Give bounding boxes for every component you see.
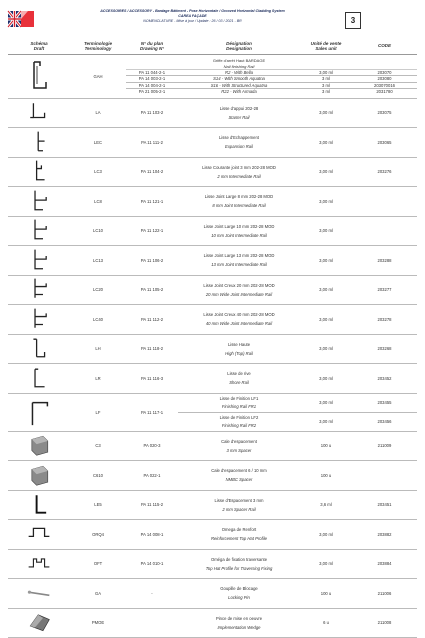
- term-cell: PMOE: [70, 608, 126, 638]
- plan-cell: -: [126, 579, 178, 609]
- wide-joint-rail-icon: [25, 277, 53, 303]
- table-header: [8, 38, 417, 54]
- designation-fr: Pince de mise en oeuvre: [215, 615, 263, 621]
- code-cell: 203452: [352, 364, 417, 394]
- designation-fr: Lisse de rive: [227, 371, 251, 377]
- unit-cell: 3,00 ml: [300, 305, 352, 335]
- table-row: [8, 608, 417, 638]
- designation-cell: [178, 305, 300, 335]
- col-unit: Unité de vente Sales unit: [300, 38, 352, 54]
- designation-cell: [178, 98, 300, 128]
- gah-desig-cell: S14 - With Smooth Aquatna: [178, 76, 300, 82]
- code-cell: [352, 461, 417, 491]
- gah-code-cell: 203080: [352, 76, 417, 82]
- designation-cell: [178, 364, 300, 394]
- table-row: [8, 187, 417, 217]
- gah-plan-cell: PA 14 004-2-1: [126, 82, 178, 88]
- finishing-rail-icon: [25, 396, 53, 428]
- plan-cell: PA 022-1: [126, 461, 178, 491]
- shore-rail-icon: [25, 366, 53, 392]
- header-line-3: NOMENCLATURE - Mise à jour / Update : 26 / 03 / 2021 - BR: [143, 19, 242, 24]
- unit-cell: 3,00 ml: [300, 216, 352, 246]
- schema-cell: [8, 461, 70, 491]
- col-plan: N° du plan Drawing N°: [126, 38, 178, 54]
- designation-en: Reinforcement Top Hat Profile: [211, 536, 267, 542]
- gah-code-cell: 2031780: [376, 88, 393, 94]
- unit-cell: 3,00 ml: [300, 520, 352, 550]
- code-cell: [352, 187, 417, 217]
- table-row: [8, 157, 417, 187]
- code-cell: 203268: [352, 334, 417, 364]
- omega-profile-icon: [25, 522, 53, 548]
- unit-cell: 3,00 ml: [300, 412, 352, 431]
- gah-unit-cell: 3 ml: [322, 88, 330, 94]
- header-line-1: ACCESSOIRES / ACCESSORY - Bardage Bâtiment - Pose Horizontale / Grooved Horizontal Cladding System: [100, 9, 285, 13]
- designation-cell: [178, 490, 300, 520]
- col-designation: Désignation Designation: [178, 38, 300, 54]
- designation-en: High (Top) Rail: [225, 350, 253, 356]
- wide-joint-rail-icon: [25, 307, 53, 333]
- schema-cell: [8, 246, 70, 276]
- document-header: [8, 9, 417, 33]
- designation-fr: Lisse Joint Large 13 mm 202-28 MOD: [203, 253, 275, 259]
- table-row: [8, 364, 417, 394]
- spacer-rail-icon: [25, 492, 53, 518]
- schema-cell: [8, 98, 70, 128]
- designation-cell: [178, 393, 300, 412]
- plan-cell: PA 14 010-1: [126, 549, 178, 579]
- unit-cell: 3,6 ml: [300, 490, 352, 520]
- unit-cell: 3,00 ml: [300, 157, 352, 187]
- designation-en: 3 mm Spacer: [226, 447, 252, 453]
- table-row: [8, 520, 417, 550]
- schema-cell: [8, 549, 70, 579]
- spacer-block-icon: [25, 433, 53, 459]
- designation-en: Locking Pin: [228, 595, 250, 601]
- designation-fr: Cale d'espacement: [221, 438, 257, 444]
- designation-fr: Lisse Joint Creux 40 mm 202-28 MOD: [203, 312, 275, 318]
- plan-cell: PA 11 105-2: [126, 275, 178, 305]
- designation-fr: Lisse Joint Creux 20 mm 202-28 MOD: [203, 282, 275, 288]
- nail-finishing-rail-icon: [24, 60, 54, 92]
- col-code: CODE: [352, 38, 417, 54]
- designation-en: Finishing Rail FR1: [221, 403, 257, 409]
- joint-rail-icon: [25, 189, 53, 215]
- unit-cell: 3,00 ml: [300, 187, 352, 217]
- wedge-icon: [25, 610, 53, 636]
- table-row: [8, 98, 417, 128]
- plan-cell: PA 11 103-2: [126, 98, 178, 128]
- designation-en: 13 mm Joint Intermediate Rail: [211, 262, 267, 268]
- schema-cell: [8, 364, 70, 394]
- code-cell: 211006: [352, 579, 417, 609]
- joint-rail-icon: [25, 248, 53, 274]
- schema-cell: [8, 431, 70, 461]
- plan-cell: PA 11 117-1: [126, 393, 178, 431]
- term-cell: LC13: [70, 246, 126, 276]
- term-cell: LE5: [70, 490, 126, 520]
- gah-desig-cell: S16 - With Structured Aquatna: [178, 82, 300, 88]
- gah-plan-cell: PA 14 003-2-1: [126, 76, 178, 82]
- gah-plan-cell: PA 11 044-2-1: [126, 70, 178, 76]
- designation-en: 8 mm Joint Intermediate Rail: [212, 203, 266, 209]
- expansion-rail-icon: [25, 130, 53, 156]
- starter-rail-icon: [25, 100, 53, 126]
- table-row: [8, 334, 417, 364]
- gah-unit-cell: 3,00 ml: [300, 70, 352, 76]
- gah-title-en: Nail finishing Rail: [223, 63, 255, 69]
- table-row: [8, 275, 417, 305]
- designation-fr: Lisse de Finition LF2: [219, 414, 259, 420]
- code-cell: 203455: [352, 393, 417, 412]
- gah-unit-cell: 3 ml: [300, 82, 352, 88]
- designation-fr: Omega de Renfort: [221, 527, 257, 533]
- unit-cell: 3,00 ml: [300, 364, 352, 394]
- term-cell: LC8: [70, 187, 126, 217]
- gah-plan-cell: PA 21 005-2-1: [138, 88, 166, 94]
- plan-cell: PA 11 116-3: [126, 364, 178, 394]
- designation-fr: Lisse d'Echappement: [219, 135, 259, 141]
- schema-cell: [8, 187, 70, 217]
- designation-en: 40 mm Wide Joint Intermediate Rail: [205, 321, 273, 327]
- unit-cell: 6 u: [300, 608, 352, 638]
- unit-cell: 100 u: [300, 579, 352, 609]
- gah-subrow: [126, 88, 417, 94]
- term-cell: LC3: [70, 157, 126, 187]
- designation-en: Shore Rail: [229, 380, 249, 386]
- code-cell: 203075: [352, 98, 417, 128]
- unit-cell: 100 u: [300, 461, 352, 491]
- code-cell: 203277: [352, 275, 417, 305]
- unit-cell: 3,00 ml: [300, 128, 352, 158]
- top-hat-profile-icon: [25, 551, 53, 577]
- designation-cell: [178, 275, 300, 305]
- designation-fr: Lisse d'Espacement 3 mm: [214, 497, 264, 503]
- term-cell: OFT: [70, 549, 126, 579]
- designation-fr: Lisse Joint Large 8 mm 202-28 MOD: [204, 194, 274, 200]
- gah-title-fr: Griffe d'arrêt Haut BARDAGE: [212, 58, 266, 64]
- gah-code-cell: 203070016: [352, 82, 417, 88]
- table-row: [8, 549, 417, 579]
- designation-en: Finishing Rail FR2: [221, 422, 257, 428]
- plan-cell: PA 020-3: [126, 431, 178, 461]
- col-schema: Schéma Draft: [8, 38, 70, 54]
- designation-en: NMBC Spacer: [225, 477, 253, 483]
- schema-cell: [8, 579, 70, 609]
- gah-desig-cell: R2 - With Bella: [178, 70, 300, 76]
- code-cell: 203065: [352, 128, 417, 158]
- plan-cell: PA 11 106-2: [126, 246, 178, 276]
- col-terminology: Terminologie Terminology: [70, 38, 126, 54]
- designation-en: Implementation Wedge: [217, 624, 261, 630]
- spacer-block-icon: [25, 463, 53, 489]
- code-cell: 203884: [352, 549, 417, 579]
- designation-en: Starter Rail: [228, 114, 250, 120]
- table-row: [8, 305, 417, 335]
- plan-cell: PA 11 112-2: [126, 305, 178, 335]
- plan-cell: PA 11 118-2: [126, 334, 178, 364]
- term-cell: ORQ4: [70, 520, 126, 550]
- table-row-lf: [8, 393, 417, 412]
- designation-en: Top Hat Profile for Traversing Fixing: [205, 565, 273, 571]
- table-row: [8, 246, 417, 276]
- unit-cell: 3,00 ml: [300, 549, 352, 579]
- schema-cell: [8, 157, 70, 187]
- designation-en: 20 mm Wide Joint Intermediate Rail: [205, 291, 273, 297]
- designation-fr: Lisse Haute: [227, 341, 251, 347]
- schema-cell: [8, 216, 70, 246]
- designation-cell: [178, 461, 300, 491]
- schema-cell: [8, 490, 70, 520]
- term-cell: GA: [70, 579, 126, 609]
- term-cell: GAH: [70, 54, 126, 98]
- schema-cell: [8, 275, 70, 305]
- code-cell: 203451: [352, 490, 417, 520]
- designation-en: 2 mm Intermediate Rail: [217, 173, 261, 179]
- table-row: [8, 461, 417, 491]
- schema-cell: [8, 305, 70, 335]
- designation-en: 10 mm Joint Intermediate Rail: [211, 232, 267, 238]
- schema-cell: [8, 393, 70, 431]
- unit-cell: 100 u: [300, 431, 352, 461]
- table-row: [8, 128, 417, 158]
- schema-cell: [8, 334, 70, 364]
- term-cell: LC40: [70, 305, 126, 335]
- unit-cell: 3,00 ml: [300, 98, 352, 128]
- designation-cell: [178, 128, 300, 158]
- code-cell: [352, 216, 417, 246]
- gah-subtable: [126, 70, 417, 93]
- term-cell: LR: [70, 364, 126, 394]
- header-line-2: CAREA FAÇADE: [178, 14, 207, 19]
- code-cell: 203288: [352, 246, 417, 276]
- high-rail-icon: [25, 336, 53, 362]
- code-cell: 211009: [352, 431, 417, 461]
- designation-fr: Lisse d'appui 202-28: [219, 105, 259, 111]
- unit-cell: 3,00 ml: [300, 393, 352, 412]
- term-cell: LC10: [70, 216, 126, 246]
- table-row: [8, 579, 417, 609]
- plan-cell: PA 11 121-1: [126, 187, 178, 217]
- uk-france-flag-icon: [8, 11, 34, 27]
- gah-unit-cell: 3 ml: [300, 76, 352, 82]
- designation-cell: [178, 431, 300, 461]
- code-cell: 203882: [352, 520, 417, 550]
- designation-cell: [178, 334, 300, 364]
- schema-cell: [8, 520, 70, 550]
- plan-cell: PA 11 115-2: [126, 490, 178, 520]
- designation-fr: Oméga de fixation traversante: [210, 556, 268, 562]
- unit-cell: 3,00 ml: [300, 246, 352, 276]
- designation-en: Expansion Rail: [225, 144, 253, 150]
- plan-cell: PA 11 122-1: [126, 216, 178, 246]
- plan-cell: [126, 608, 178, 638]
- table-row: [8, 490, 417, 520]
- designation-fr: Cale d'espacement 6 / 10 mm: [211, 468, 267, 474]
- designation-cell: [178, 412, 300, 431]
- term-cell: LH: [70, 334, 126, 364]
- gah-desig-cell: R22 - With Armada: [221, 88, 257, 94]
- designation-cell: [178, 216, 300, 246]
- nomenclature-table: [8, 38, 417, 638]
- unit-cell: 3,00 ml: [300, 334, 352, 364]
- code-cell: 203456: [352, 412, 417, 431]
- term-cell: LC20: [70, 275, 126, 305]
- table-row: [8, 216, 417, 246]
- term-cell: LA: [70, 98, 126, 128]
- schema-cell: [8, 54, 70, 98]
- table-row: [8, 431, 417, 461]
- designation-fr: Goupille de Blocage: [220, 586, 258, 592]
- plan-cell: PA 14 008-1: [126, 520, 178, 550]
- term-cell: LEC: [70, 128, 126, 158]
- designation-fr: Lisse Joint Large 10 mm 202-28 MOD: [203, 223, 275, 229]
- designation-cell: [178, 187, 300, 217]
- schema-cell: [8, 128, 70, 158]
- designation-fr: Lisse Courante joint 3 mm 202-28 MOD: [202, 164, 276, 170]
- term-cell: C3: [70, 431, 126, 461]
- joint-rail-icon: [25, 218, 53, 244]
- designation-cell: [178, 157, 300, 187]
- designation-fr: Lisse de Finition LF1: [219, 395, 259, 401]
- designation-cell: [178, 246, 300, 276]
- page-number: 3: [345, 12, 361, 29]
- code-cell: 203276: [352, 157, 417, 187]
- plan-cell: PA 11 104-2: [126, 157, 178, 187]
- unit-cell: 3,00 ml: [300, 275, 352, 305]
- schema-cell: [8, 608, 70, 638]
- code-cell: 203278: [352, 305, 417, 335]
- gah-code-cell: 203070: [352, 70, 417, 76]
- designation-en: 2 mm Spacer Rail: [222, 506, 256, 512]
- locking-pin-icon: [25, 581, 53, 607]
- plan-cell: PA 11 111-2: [126, 128, 178, 158]
- header-text: [40, 9, 345, 25]
- code-cell: 211008: [352, 608, 417, 638]
- designation-cell: [178, 520, 300, 550]
- term-cell: LF: [70, 393, 126, 431]
- term-cell: C610: [70, 461, 126, 491]
- designation-cell: [178, 549, 300, 579]
- designation-cell: [178, 579, 300, 609]
- table-row-gah: [8, 54, 417, 98]
- designation-cell: [178, 608, 300, 638]
- intermediate-rail-icon: [25, 159, 53, 185]
